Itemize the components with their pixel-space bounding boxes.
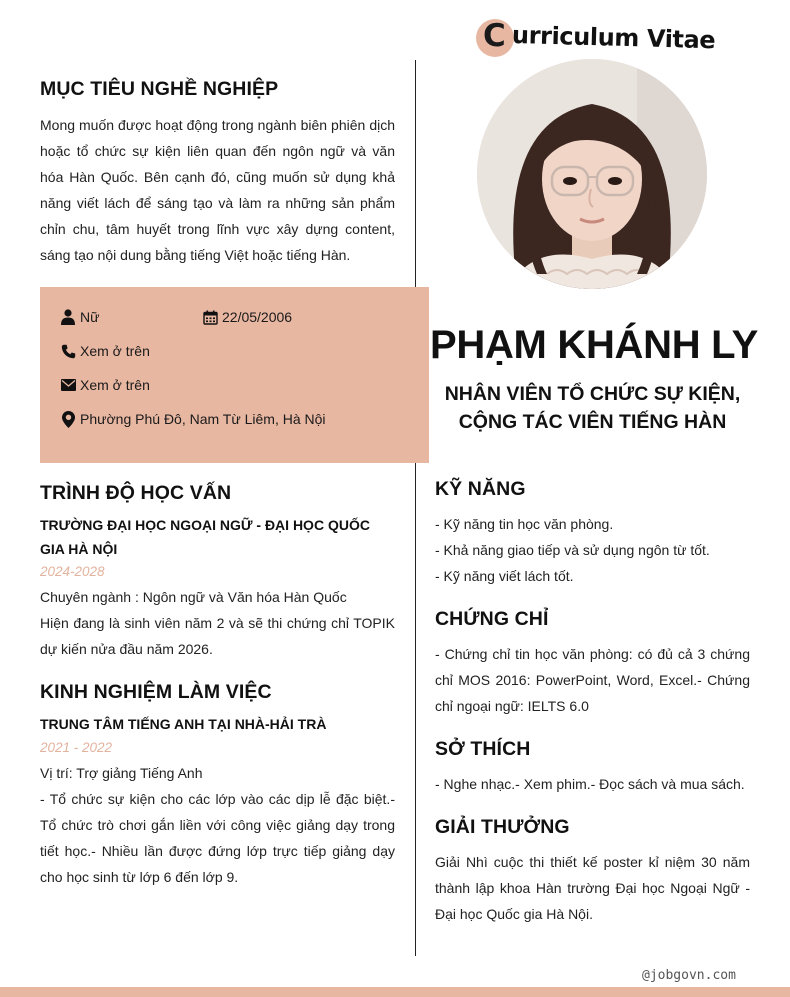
mail-icon xyxy=(60,377,76,393)
dob-item xyxy=(202,309,292,325)
experience-period: 2021 - 2022 xyxy=(40,740,113,755)
hobbies-text: - Nghe nhạc.- Xem phim.- Đọc sách và mua sách. xyxy=(435,776,745,792)
dob-value: 22/05/2006 xyxy=(222,309,293,325)
email-item xyxy=(60,377,150,393)
hobbies-title: SỞ THÍCH xyxy=(435,738,531,760)
certificates-title: CHỨNG CHỈ xyxy=(435,608,549,630)
column-divider xyxy=(415,60,416,956)
gender-item xyxy=(60,309,99,325)
gender-value: Nữ xyxy=(80,309,100,325)
experience-position: Vị trí: Trợ giảng Tiếng Anh xyxy=(40,765,203,781)
email-value: Xem ở trên xyxy=(80,377,150,393)
cv-logo xyxy=(476,17,716,59)
phone-icon xyxy=(60,343,76,359)
education-title: TRÌNH ĐỘ HỌC VẤN xyxy=(40,482,232,504)
location-pin-icon xyxy=(60,411,76,427)
awards-text: Giải Nhì cuộc thi thiết kế poster kỉ niệm 30 năm thành lập khoa Hàn trường Đại học Ngoại Ngữ - Đại học Quốc gia Hà Nội. xyxy=(435,854,750,922)
skill-item: - Kỹ năng tin học văn phòng. xyxy=(435,516,614,532)
experience-company: TRUNG TÂM TIẾNG ANH TẠI NHÀ-HẢI TRÀ xyxy=(40,716,327,732)
address-item xyxy=(60,411,326,427)
person-icon xyxy=(60,309,76,325)
watermark: @jobgovn.com xyxy=(642,968,736,983)
profile-photo xyxy=(477,59,707,289)
certificates-text: - Chứng chỉ tin học văn phòng: có đủ cả 3 chứng chỉ MOS 2016: PowerPoint, Word, Excel.- Chứng chỉ ngoại ngữ: IELTS 6.0 xyxy=(435,646,750,714)
phone-item xyxy=(60,343,150,359)
experience-title: KINH NGHIỆM LÀM VIỆC xyxy=(40,681,272,703)
objective-title: MỤC TIÊU NGHỀ NGHIỆP xyxy=(40,78,279,100)
footer-bar xyxy=(0,987,790,997)
personal-info-box xyxy=(40,287,429,463)
skill-item: - Khả năng giao tiếp và sử dụng ngôn từ tốt. xyxy=(435,542,710,558)
job-title xyxy=(430,380,755,436)
skill-item: - Kỹ năng viết lách tốt. xyxy=(435,568,574,584)
job-title-line1: NHÂN VIÊN TỔ CHỨC SỰ KIỆN, xyxy=(444,383,741,405)
address-value: Phường Phú Đô, Nam Từ Liêm, Hà Nội xyxy=(80,411,326,427)
education-major: Chuyên ngành : Ngôn ngữ và Văn hóa Hàn Quốc xyxy=(40,589,347,605)
education-period: 2024-2028 xyxy=(40,564,105,579)
full-name: PHẠM KHÁNH LY xyxy=(430,323,758,367)
calendar-icon xyxy=(202,309,218,325)
skills-title: KỸ NĂNG xyxy=(435,478,526,500)
awards-title: GIẢI THƯỞNG xyxy=(435,816,570,838)
phone-value: Xem ở trên xyxy=(80,343,150,359)
logo-text: urriculum Vitae xyxy=(511,21,716,55)
job-title-line2: CỘNG TÁC VIÊN TIẾNG HÀN xyxy=(458,411,727,433)
experience-description: - Tổ chức sự kiện cho các lớp vào các dịp lễ đặc biệt.- Tổ chức trò chơi gắn liền với công việc giảng dạy trong tiết học.- Nhiều lần được đứng lớp trực tiếp giảng dạy cho học sinh từ lớp 6 đến lớp 9. xyxy=(40,791,395,885)
logo-letter: C xyxy=(483,18,506,54)
education-school: TRƯỜNG ĐẠI HỌC NGOẠI NGỮ - ĐẠI HỌC QUỐC GIA HÀ NỘI xyxy=(40,517,370,557)
education-note: Hiện đang là sinh viên năm 2 và sẽ thi chứng chỉ TOPIK dự kiến nửa đầu năm 2026. xyxy=(40,615,395,657)
objective-text: Mong muốn được hoạt động trong ngành biên phiên dịch hoặc tổ chức sự kiện liên quan đến ngôn ngữ và văn hóa Hàn Quốc. Bên cạnh đó, cũng muốn sử dụng khả năng viết lách để sáng tạo và làm ra những sản phẩm chỉn chu, tâm huyết trong lĩnh vực xây dựng content, sáng tạo nội dung bằng tiếng Việt hoặc tiếng Hàn. xyxy=(40,117,395,263)
